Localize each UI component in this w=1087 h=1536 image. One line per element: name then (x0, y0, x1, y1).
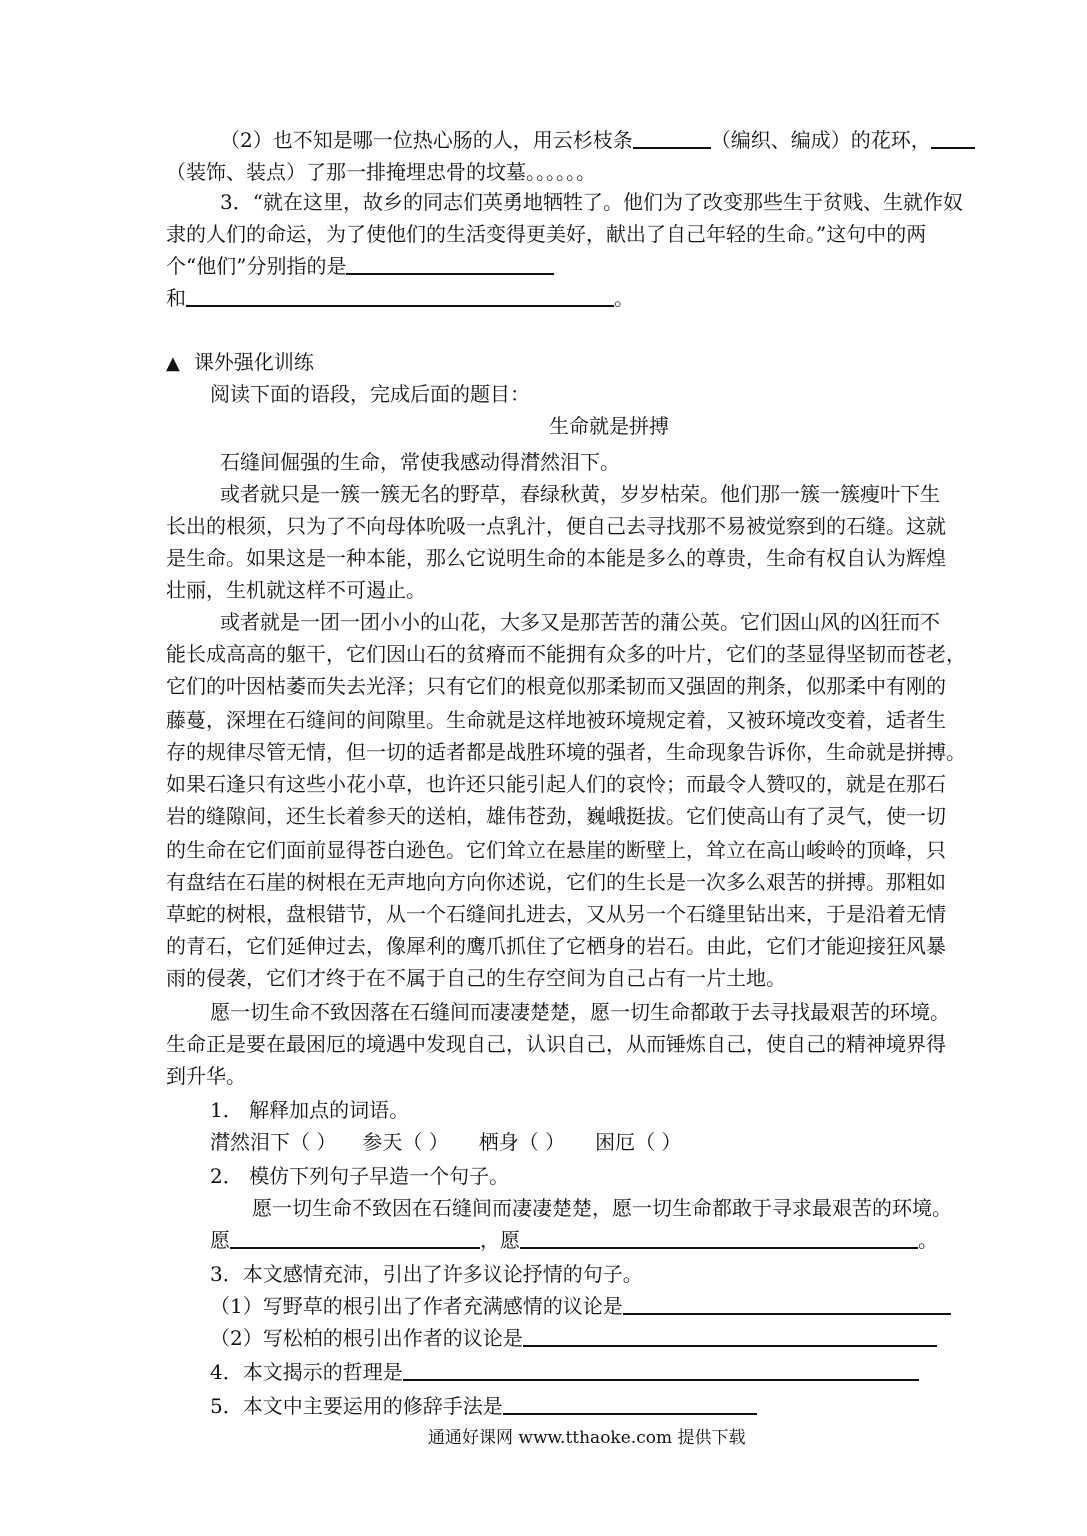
q2-line1 (220, 124, 975, 156)
q3-end: 。 (614, 286, 634, 310)
q3-text: 个“他们”分别指的是 (166, 254, 347, 278)
passage-line: 到升华。 (166, 1064, 246, 1088)
term-item: 潸然泪下（ ） (210, 1130, 337, 1154)
q3-line3 (166, 250, 554, 282)
question-1-terms (210, 1126, 681, 1158)
question-1: 1． 解释加点的词语。 (210, 1098, 410, 1122)
passage-line: 它们的叶因枯萎而失去光泽；只有它们的根竟似那柔韧而又强固的荆条，似那柔中有刚的 (166, 674, 946, 698)
instruction: 阅读下面的语段，完成后面的题目： (210, 382, 530, 406)
answer-blank[interactable] (633, 125, 711, 149)
answer-blank[interactable] (523, 1323, 937, 1347)
passage-line: 的生命在它们面前显得苍白逊色。它们耸立在悬崖的断壁上，耸立在高山峻岭的顶峰，只 (166, 838, 946, 862)
passage-line: 藤蔓，深埋在石缝间的间隙里。生命就是这样地被环境规定着，又被环境改变着，适者生 (166, 708, 946, 732)
answer-blank[interactable] (186, 283, 614, 307)
question-4 (210, 1356, 919, 1388)
q2-text-b: （编织、编成）的花环， (710, 128, 931, 152)
passage-line: 如果石逢只有这些小花小草，也许还只能引起人们的哀怜；而最令人赞叹的，就是在那石 (166, 772, 946, 796)
question-2-answer (210, 1224, 938, 1256)
passage-line: 或者就是一团一团小小的山花，大多又是那苦苦的蒲公英。它们因山风的凶狂而不 (220, 610, 940, 634)
passage-line: 草蛇的树根，盘根错节，从一个石缝间扎进去，又从另一个石缝里钻出来，于是沿着无情 (166, 902, 946, 926)
triangle-icon: ▲ (166, 353, 180, 374)
term-item: 困厄（ ） (595, 1130, 682, 1154)
section-header (166, 346, 314, 378)
q3-and: 和 (166, 286, 186, 310)
q2-line2: （装饰、装点）了那一排掩埋忠骨的坟墓。。。。。。 (166, 160, 596, 184)
term-item: 栖身（ ） (478, 1130, 566, 1154)
passage-title: 生命就是拼搏 (549, 414, 669, 438)
term-item: 参天（ ） (362, 1130, 449, 1154)
passage-line: 的青石，它们延伸过去，像犀利的鹰爪抓住了它栖身的岩石。由此，它们才能迎接狂风暴 (166, 934, 946, 958)
q4-text: 4．本文揭示的哲理是 (210, 1360, 403, 1384)
answer-blank[interactable] (931, 125, 975, 149)
q3-line1: 3．“就在这里，故乡的同志们英勇地牺牲了。他们为了改变那些生于贫贱、生就作奴 (220, 190, 963, 214)
q2-answer-b: ，愿 (480, 1228, 520, 1252)
q3-line4 (166, 282, 634, 314)
passage-line: 有盘结在石崖的树根在无声地向方向你述说，它们的生长是一次多么艰苦的拼搏。那粗如 (166, 870, 946, 894)
answer-blank[interactable] (346, 251, 554, 275)
q5-text: 5．本文中主要运用的修辞手法是 (210, 1394, 503, 1418)
passage-line: 长出的根须，只为了不向母体吮吸一点乳汁，便自己去寻找那不易被觉察到的石缝。这就 (166, 514, 946, 538)
answer-blank[interactable] (230, 1225, 480, 1249)
q3-1-text: （1）写野草的根引出了作者充满感情的议论是 (210, 1294, 623, 1318)
passage-line: 雨的侵袭，它们才终于在不属于自己的生存空间为自己占有一片土地。 (166, 966, 786, 990)
answer-blank[interactable] (520, 1225, 918, 1249)
q2-answer-a: 愿 (210, 1228, 230, 1252)
q2-answer-end: 。 (918, 1228, 938, 1252)
question-2: 2． 模仿下列句子早造一个句子。 (210, 1164, 510, 1188)
question-3: 3．本文感情充沛，引出了许多议论抒情的句子。 (210, 1262, 643, 1286)
question-3-2 (210, 1322, 937, 1354)
answer-blank[interactable] (623, 1291, 951, 1315)
question-3-1 (210, 1290, 951, 1322)
answer-blank[interactable] (403, 1357, 919, 1381)
passage-line: 壮丽，生机就这样不可遏止。 (166, 578, 426, 602)
passage-line: 石缝间倔强的生命，常使我感动得潸然泪下。 (220, 450, 620, 474)
passage-line: 是生命。如果这是一种本能，那么它说明生命的本能是多么的尊贵，生命有权自认为辉煌 (166, 546, 946, 570)
section-title: 课外强化训练 (193, 350, 314, 374)
passage-line: 能长成高高的躯干，它们因山石的贫瘠而不能拥有众多的叶片，它们的茎显得坚韧而苍老， (166, 642, 966, 666)
q2-text-a: （2）也不知是哪一位热心肠的人，用云杉枝条 (220, 128, 633, 152)
question-2-example: 愿一切生命不致因在石缝间而凄凄楚楚，愿一切生命都敢于寻求最艰苦的环境。 (252, 1196, 952, 1220)
passage-line: 愿一切生命不致因落在石缝间而凄凄楚楚，愿一切生命都敢于去寻找最艰苦的环境。 (210, 1000, 950, 1024)
footer-credit: 通通好课网 www.tthaoke.com 提供下载 (428, 1428, 746, 1448)
passage-line: 生命正是要在最困厄的境遇中发现自己，认识自己，从而锤炼自己，使自己的精神境界得 (166, 1032, 946, 1056)
question-5 (210, 1390, 757, 1422)
passage-line: 或者就只是一簇一簇无名的野草，春绿秋黄，岁岁枯荣。他们那一簇一簇瘦叶下生 (220, 482, 940, 506)
passage-line: 存的规律尽管无情，但一切的适者都是战胜环境的强者，生命现象告诉你，生命就是拼搏。 (166, 740, 966, 764)
answer-blank[interactable] (503, 1391, 757, 1415)
q3-line2: 隶的人们的命运，为了使他们的生活变得更美好，献出了自己年轻的生命。”这句中的两 (166, 222, 927, 246)
q3-2-text: （2）写松柏的根引出作者的议论是 (210, 1326, 523, 1350)
passage-line: 岩的缝隙间，还生长着参天的送柏，雄伟苍劲，巍峨挺拔。它们使高山有了灵气，使一切 (166, 804, 946, 828)
